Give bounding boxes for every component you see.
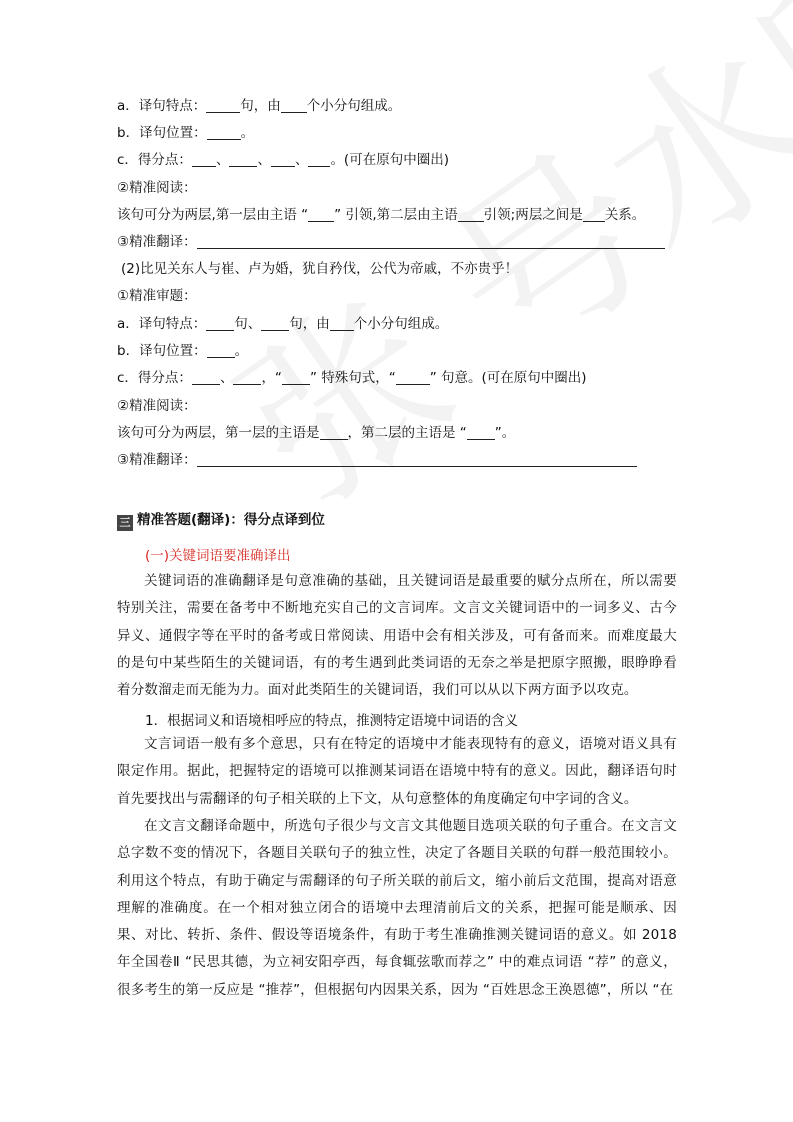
q2-sentence: (2)比见关东人与崔、卢为婚，犹自矜伐，公代为帝戚，不亦贵乎！: [121, 261, 519, 277]
section-heading: [117, 510, 325, 531]
blank[interactable]: [458, 207, 484, 222]
blank[interactable]: [271, 152, 295, 167]
q1-point-b: b．译句位置： 。: [117, 125, 255, 141]
blank[interactable]: [467, 425, 495, 440]
paragraph: 关键词语的准确翻译是句意准确的基础，且关键词语是最重要的赋分点所在，所以需要特别关注，需要在备考中不断地充实自己的文言词库。文言文关键词语中的一词多义、古今异义、通假字等在平时的备考或日常阅读、用语中会有相关涉及，可有备而来。而难度最大的是句中某些陌生的关键词语，有的考生遇到此类词语的无奈之举是把原字照搬，眼睁睁看着分数溜走而无能为力。面对此类陌生的关键词语，我们可以从以下两方面予以攻克。: [117, 573, 677, 699]
blank[interactable]: [281, 98, 307, 113]
blank[interactable]: [192, 370, 220, 385]
blank[interactable]: [233, 370, 261, 385]
blank[interactable]: [308, 207, 334, 222]
subsection-title: (一)关键词语要准确译出: [145, 548, 291, 564]
blank[interactable]: [320, 425, 348, 440]
q2-translate: ③精准翻译：: [117, 450, 637, 470]
numbered-heading: 1．根据词义和语境相呼应的特点，推测特定语境中词语的含义: [145, 713, 519, 729]
section-title: 精准答题(翻译)：得分点译到位: [137, 512, 325, 528]
blank[interactable]: [583, 207, 605, 222]
translation-blank[interactable]: [197, 234, 665, 249]
q1-point-c: c．得分点： 、 、 、 。(可在原句中圈出): [117, 152, 449, 168]
blank[interactable]: [396, 370, 430, 385]
q2-point-c: c．得分点： 、 ，“ ” 特殊句式，“ ” 句意。(可在原句中圈出): [117, 370, 587, 386]
q2-point-a: a．译句特点： 句、 句，由 个小分句组成。: [117, 316, 449, 332]
translation-blank[interactable]: [197, 452, 637, 467]
blank[interactable]: [261, 316, 289, 331]
blank[interactable]: [308, 152, 330, 167]
q2-point-b: b．译句位置： 。: [117, 343, 249, 359]
blank[interactable]: [192, 152, 216, 167]
q1-read-text: 该句可分为两层,第一层由主语 “ ” 引领,第二层由主语 引领;两层之间是 关系。: [117, 207, 646, 223]
blank[interactable]: [206, 98, 240, 113]
q2-read-label: ②精准阅读：: [117, 398, 197, 414]
q1-translate: ③精准翻译：: [117, 232, 665, 252]
paragraph: 在文言文翻译命题中，所选句子很少与文言文其他题目选项关联的句子重合。在文言文总字数不变的情况下，各题目关联句子的独立性，决定了各题目关联的句群一般范围较小。利用这个特点，有助于确定与需翻译的句子所关联的前后文，缩小前后文范围，提高对语意理解的准确度。在一个相对独立闭合的语境中去理清前后文的关系，把握可能是顺承、因果、对比、转折、条件、假设等语境条件，有助于考生准确推测关键词语的意义。如 2018 年全国卷Ⅱ “民思其德，为立祠安阳亭西，每食辄弦歌而荐之” 中的难点词语 “荐” 的意义，很多考生的第一反应是 “推荐”，但根据句内因果关系，因为 “百姓思念王涣恩德”，所以 “在: [117, 818, 677, 998]
q1-read-label: ②精准阅读：: [117, 180, 197, 196]
section-number-badge: 三: [117, 515, 133, 531]
blank[interactable]: [207, 125, 241, 140]
blank[interactable]: [206, 316, 234, 331]
blank[interactable]: [229, 152, 257, 167]
blank[interactable]: [282, 370, 310, 385]
blank[interactable]: [330, 316, 354, 331]
q2-review-label: ①精准审题：: [117, 288, 197, 304]
paragraph: 文言词语一般有多个意思，只有在特定的语境中才能表现特有的意义，语境对语义具有限定作用。据此，把握特定的语境可以推测某词语在语境中特有的意义。因此，翻译语句时首先要找出与需翻译的句子相关联的上下文，从句意整体的角度确定句中字词的含义。: [117, 736, 677, 807]
q1-point-a: a．译句特点： 句，由 个小分句组成。: [117, 98, 402, 114]
q2-read-text: 该句可分为两层，第一层的主语是 ，第二层的主语是 “ ”。: [117, 425, 516, 441]
blank[interactable]: [207, 343, 235, 358]
